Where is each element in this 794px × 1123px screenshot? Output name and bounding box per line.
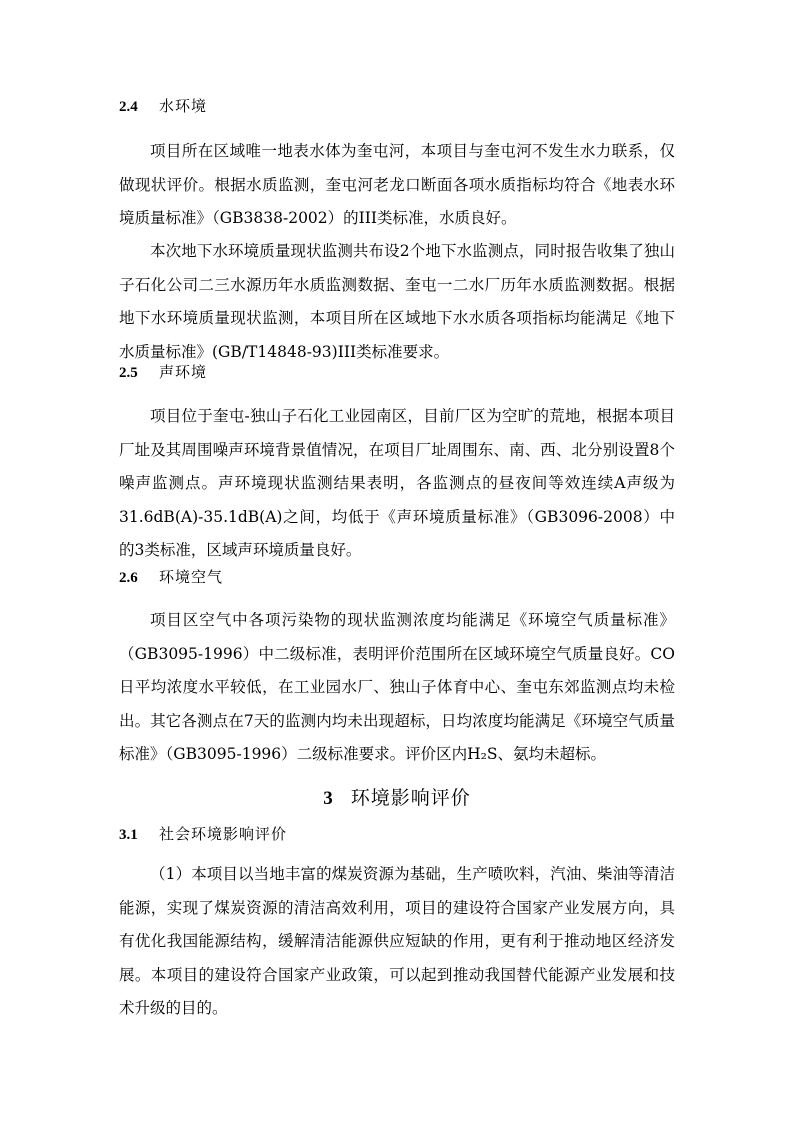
paragraph-air: 项目区空气中各项污染物的现状监测浓度均能满足《环境空气质量标准》（GB3095-1996）中二级标准，表明评价范围所在区域环境空气质量良好。CO日平均浓度水平较低，在工业园水厂、独山子体育中心、奎屯东郊监测点均未检出。其它各测点在7天的监测内均未出现超标，日均浓度均能满足《环境空气质量标准》（GB3095-1996）二级标准要求。评价区内H₂S、氨均未超标。 bbox=[119, 611, 675, 763]
section-title: 社会环境影响评价 bbox=[159, 825, 288, 843]
section-number: 2.5 bbox=[119, 365, 138, 381]
section-title: 水环境 bbox=[159, 97, 208, 115]
section-heading-3-1 bbox=[119, 824, 287, 845]
paragraph-noise: 项目位于奎屯-独山子石化工业园南区，目前厂区为空旷的荒地，根据本项目厂址及其周围噪声环境背景值情况，在项目厂址周围东、南、西、北分别设置8个噪声监测点。声环境现状监测结果表明，各监测点的昼夜间等效连续A声级为31.6dB(A)-35.1dB(A)之间，均低于《声环境质量标准》（GB3096-2008）中的3类标准，区域声环境质量良好。 bbox=[119, 407, 675, 559]
section-number: 3.1 bbox=[119, 827, 138, 843]
chapter-heading-3 bbox=[0, 786, 794, 811]
chapter-number: 3 bbox=[323, 788, 333, 809]
section-heading-2-4 bbox=[119, 96, 207, 117]
section-number: 2.4 bbox=[119, 99, 138, 115]
paragraph-water-surface: 项目所在区域唯一地表水体为奎屯河，本项目与奎屯河不发生水力联系，仅做现状评价。根据水质监测，奎屯河老龙口断面各项水质指标均符合《地表水环境质量标准》（GB3838-2002）的III类标准，水质良好。 bbox=[119, 142, 675, 227]
section-title: 环境空气 bbox=[159, 568, 224, 586]
chapter-title: 环境影响评价 bbox=[350, 787, 471, 809]
section-title: 声环境 bbox=[159, 363, 208, 381]
paragraph-social-impact: （1）本项目以当地丰富的煤炭资源为基础，生产喷吹料，汽油、柴油等清洁能源，实现了煤炭资源的清洁高效利用，项目的建设符合国家产业发展方向，具有优化我国能源结构，缓解清洁能源供应短缺的作用，更有利于推动地区经济发展。本项目的建设符合国家产业政策，可以起到推动我国替代能源产业发展和技术升级的目的。 bbox=[119, 865, 675, 1017]
section-heading-2-6 bbox=[119, 567, 223, 588]
paragraph-water-ground: 本次地下水环境质量现状监测共布设2个地下水监测点，同时报告收集了独山子石化公司二三水源历年水质监测数据、奎屯一二水厂历年水质监测数据。根据地下水环境质量现状监测，本项目所在区域地下水水质各项指标均能满足《地下水质量标准》(GB/T14848-93)III类标准要求。 bbox=[119, 242, 675, 361]
section-heading-2-5 bbox=[119, 362, 207, 383]
section-number: 2.6 bbox=[119, 570, 138, 586]
